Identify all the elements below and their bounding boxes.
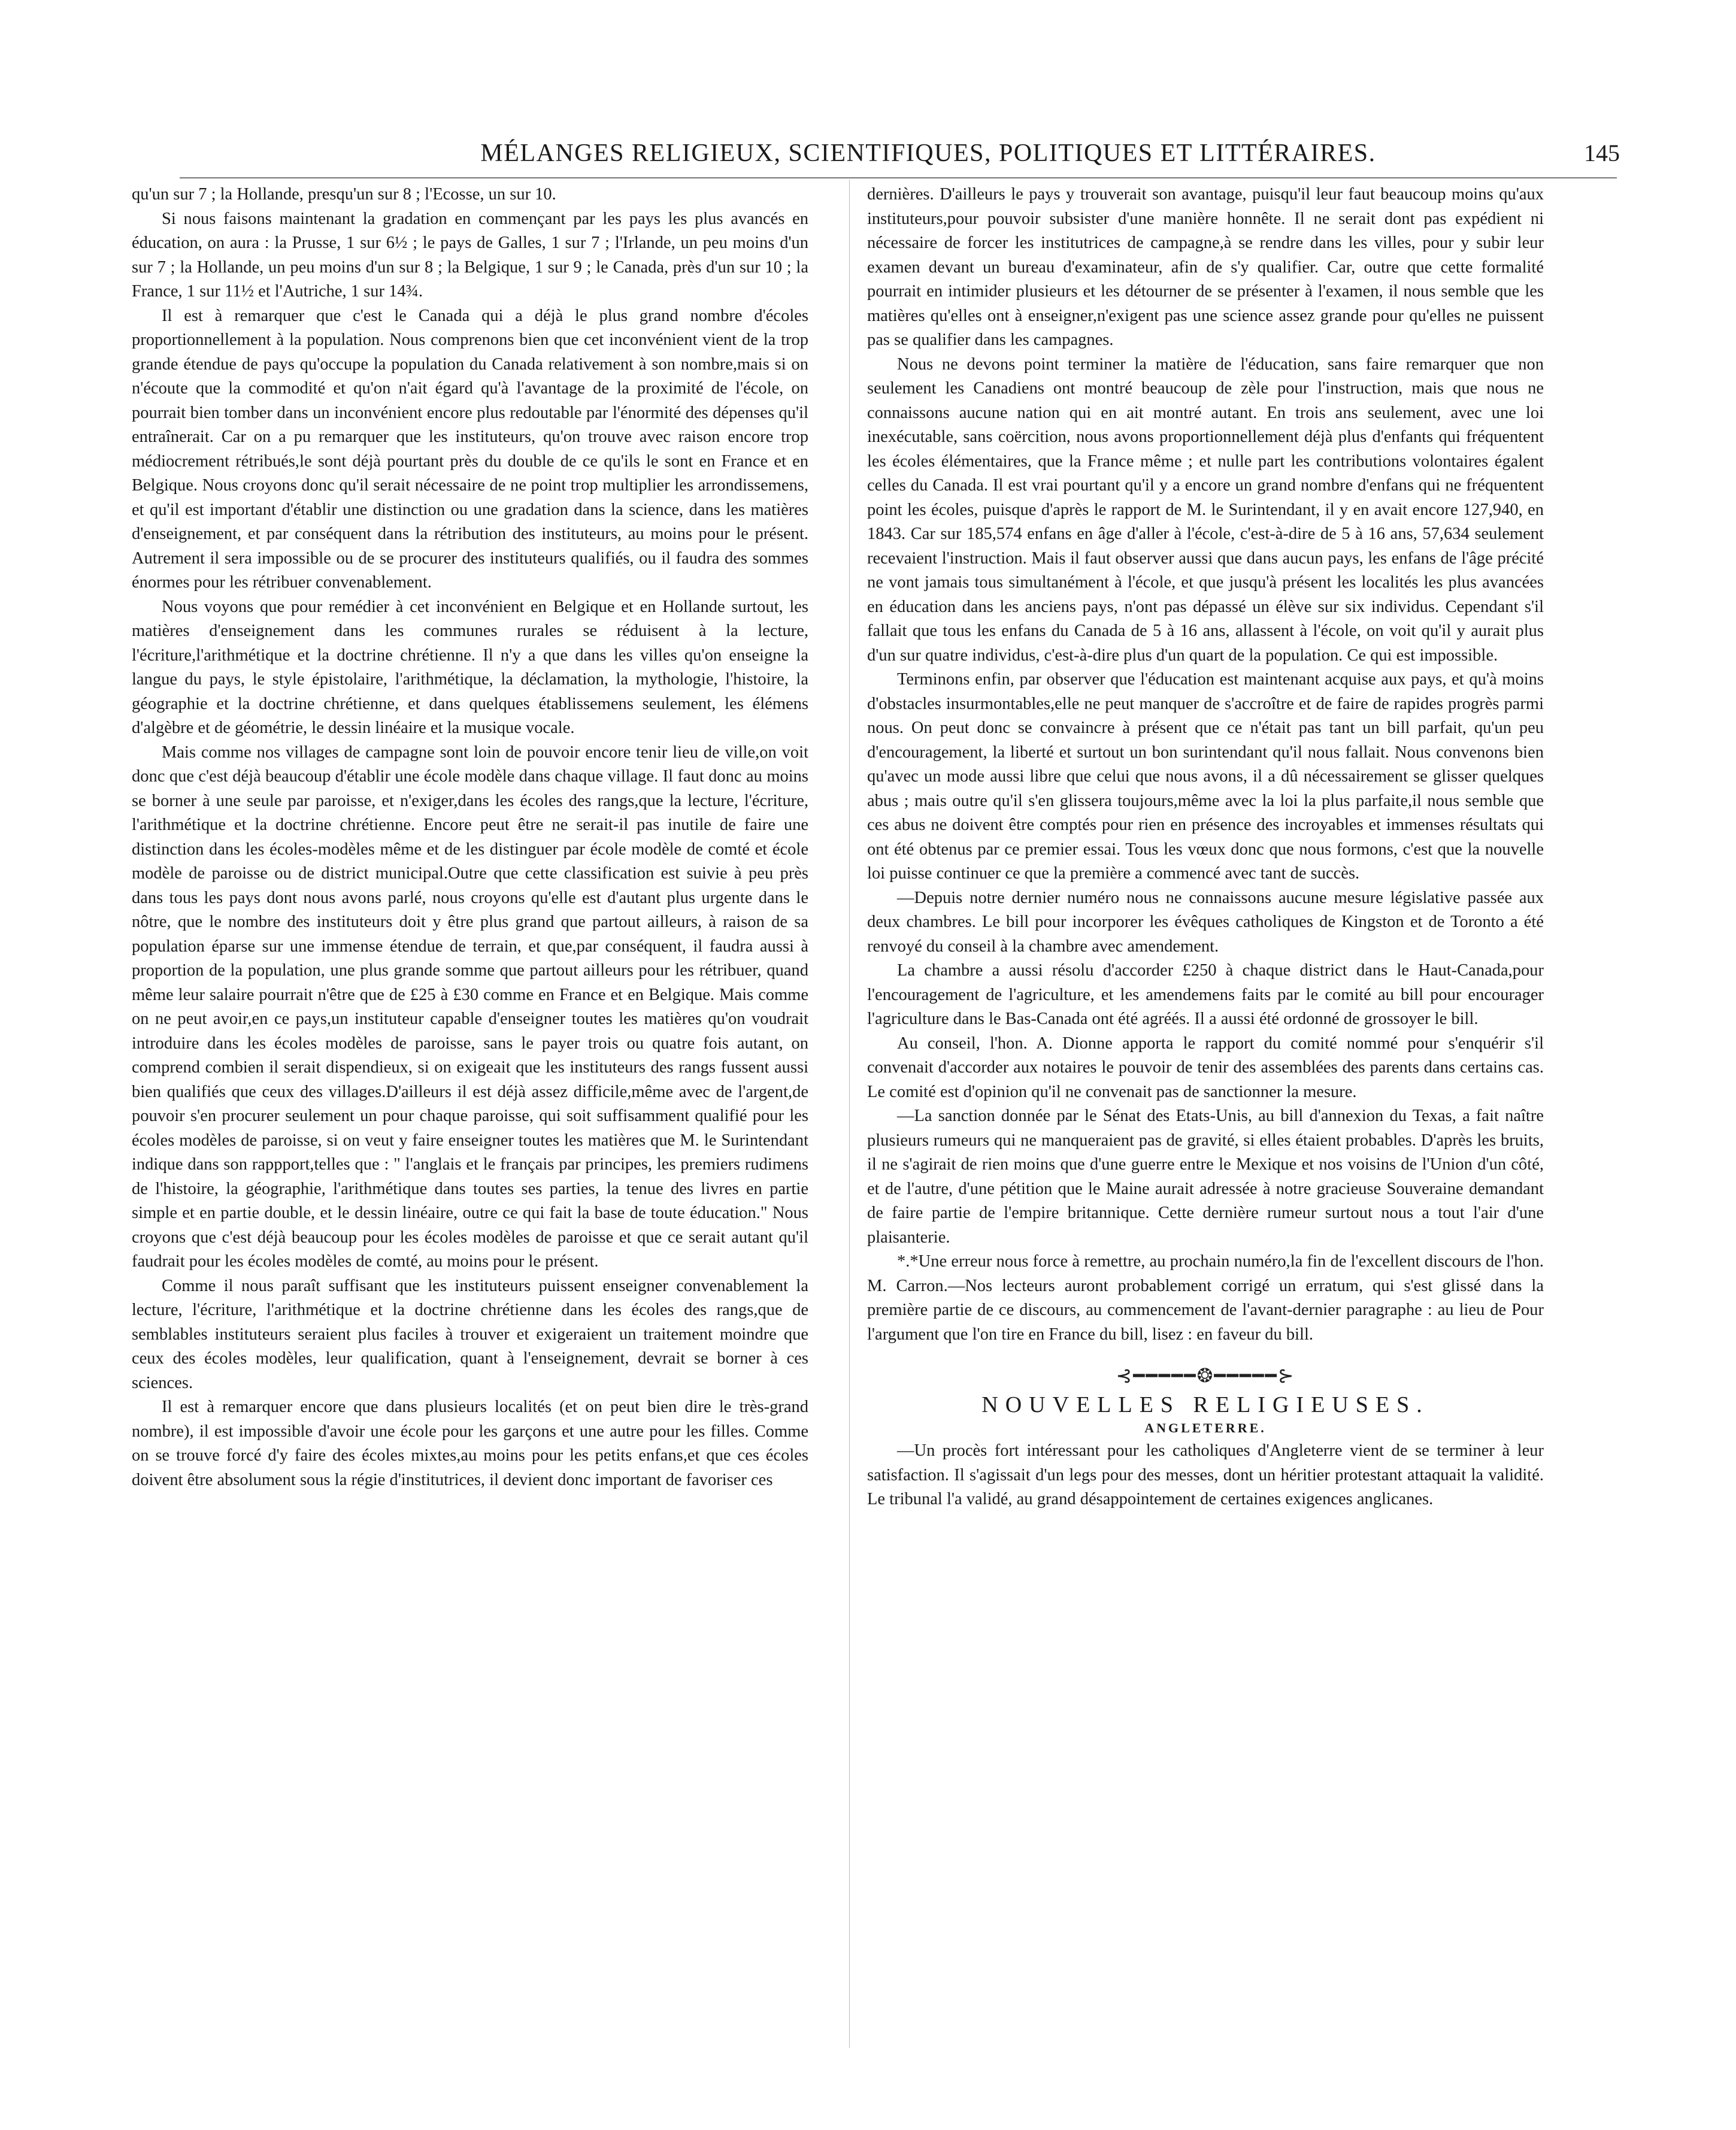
right-column: [867, 183, 1544, 2063]
column-divider: [849, 180, 850, 2048]
left-column: [132, 183, 808, 2063]
paragraph: Nous voyons que pour remédier à cet inconvénient en Belgique et en Hollande surtout, les matières d'enseignement dans les communes rurales se réduisent à la lecture, l'écriture,l'arithmétique et la doctrine chrétienne. Il n'y a que dans les villes qu'on enseigne la langue du pays, le style épistolaire, l'arithmétique, la déclamation, la mythologie, l'histoire, la géographie et la doctrine chrétienne, et dans quelques établissemens seulement, les élémens d'algèbre et de géométrie, le dessin linéaire et la musique vocale.: [132, 597, 808, 737]
paragraph: —Un procès fort intéressant pour les catholiques d'Angleterre vient de se terminer à leur satisfaction. Il s'agissait d'un legs pour des messes, dont un héritier protestant attaquait la validité. Le tribunal l'a validé, au grand désappointement de certaines exigences anglicanes.: [867, 1441, 1544, 1508]
paragraph: Comme il nous paraît suffisant que les instituteurs puissent enseigner convenablement la lecture, l'écriture, l'arithmétique et la doctrine chrétienne dans les écoles des rangs,que de semblables instituteurs seraient plus faciles à trouver et exigeraient un traitement moindre que ceux des écoles modèles, leur qualification, quant à l'enseignement, devrait se borner à ces sciences.: [132, 1276, 808, 1392]
paragraph: Nous ne devons point terminer la matière de l'éducation, sans faire remarquer que non seulement les Canadiens ont montré beaucoup de zèle pour l'instruction, mais que nous ne connaissons aucune nation qui en ait montré autant. En trois ans seulement, avec une loi inexécutable, sans coërcition, nous avons proportionnellement déjà plus d'enfants qui fréquentent les écoles élémentaires, que la France même ; et nulle part les contributions volontaires égalent celles du Canada. Il est vrai pourtant qu'il y a encore un grand nombre d'enfans qui ne fréquentent point les écoles, puisque d'après le rapport de M. le Surintendant, il y en avait encore 127,940, en 1843. Car sur 185,574 enfans en âge d'aller à l'école, c'est-à-dire de 5 à 16 ans, 57,634 seulement recevaient l'instruction. Mais il faut observer aussi que dans aucun pays, les enfans de l'âge précité ne vont jamais tous simultanément à l'école, et que jusqu'à présent les localités les plus avancées en éducation dans les anciens pays, n'ont pas dépassé un élève sur six individus. Cependant s'il fallait que tous les enfans du Canada de 5 à 16 ans, allassent à l'école, on voit qu'il y aurait plus d'un sur quatre individus, c'est-à-dire plus d'un quart de la population. Ce qui est impossible.: [867, 355, 1544, 665]
running-title: MÉLANGES RELIGIEUX, SCIENTIFIQUES, POLITIQUES ET LITTÉRAIRES.: [480, 140, 1376, 167]
section-heading: NOUVELLES RELIGIEUSES.: [981, 1392, 1429, 1417]
paragraph: La chambre a aussi résolu d'accorder £250 à chaque district dans le Haut-Canada,pour l'encouragement de l'agriculture, et les amendemens faits par le comité au bill pour encourager l'agriculture dans le Bas-Canada ont été agréés. Il a aussi été ordonné de grossoyer le bill.: [867, 961, 1544, 1028]
section-subheading: ANGLETERRE.: [1144, 1420, 1267, 1435]
paragraph: dernières. D'ailleurs le pays y trouverait son avantage, puisqu'il leur faut beaucoup moins qu'aux instituteurs,pour pouvoir subsister d'une manière honnête. Il ne serait dont pas expédient ni nécessaire de forcer les institutrices de campagne,à se rendre dans les villes, pour y subir leur examen devant un bureau d'examinateur, afin de s'y qualifier. Car, outre que cette formalité pourrait en intimider plusieurs et les détourner de se présenter à l'examen, il nous semble que les matières qu'elles ont à enseigner,n'exigent pas une science assez grande pour qu'elles ne puissent pas se qualifier dans les campagnes.: [867, 185, 1544, 349]
header-rule: [180, 177, 1617, 178]
paragraph: —Depuis notre dernier numéro nous ne connaissons aucune mesure législative passée aux deux chambres. Le bill pour incorporer les évêques catholiques de Kingston et de Toronto a été renvoyé du conseil à la chambre avec amendement.: [867, 888, 1544, 956]
paragraph: *.*Une erreur nous force à remettre, au prochain numéro,la fin de l'excellent discours de l'hon. M. Carron.—Nos lecteurs auront probablement corrigé un erratum, qui s'est glissé dans la première partie de ce discours, au commencement de l'avant-dernier paragraphe : au lieu de Pour l'argument que l'on tire en France du bill, lisez : en faveur du bill.: [867, 1252, 1544, 1344]
paragraph: Il est à remarquer encore que dans plusieurs localités (et on peut bien dire le très-grand nombre), il est impossible d'avoir une école pour les garçons et une autre pour les filles. Comme on se trouve forcé d'y faire des écoles mixtes,au moins pour les petits enfans,et que ces écoles doivent être absolument sous la régie d'institutrices, il devient donc important de favoriser ces: [132, 1398, 808, 1489]
paragraph: Il est à remarquer que c'est le Canada qui a déjà le plus grand nombre d'écoles proportionnellement à la population. Nous comprenons bien que cet inconvénient vient de la trop grande étendue de pays qu'occupe la population du Canada relativement à son nombre,mais si on n'écoute que la commodité et qu'on n'ait égard qu'à l'avantage de la proximité de l'école, on pourrait bien tomber dans un inconvénient encore plus redoutable par l'énormité des dépenses qu'il entraînerait. Car on a pu remarquer que les instituteurs, qu'on trouve avec raison encore trop médiocrement rétribués,le sont déjà pourtant près du double de ce qu'ils le sont en France et en Belgique. Nous croyons donc qu'il serait nécessaire de ne point trop multiplier les arrondissemens, et qu'il est important d'établir une distinction ou une gradation dans la science, dans les matières d'enseignement, et par conséquent dans la rétribution des instituteurs, au moins pour le présent. Autrement il sera impossible ou de se procurer des instituteurs qualifiés, ou il faudra des sommes énormes pour les rétribuer convenablement.: [132, 306, 808, 592]
paragraph: Mais comme nos villages de campagne sont loin de pouvoir encore tenir lieu de ville,on voit donc que c'est déjà beaucoup d'établir une école modèle dans chaque village. Il faut donc au moins se borner à une seule par paroisse, et n'exiger,dans les écoles des rangs,que la lecture, l'écriture, l'arithmétique et la doctrine chrétienne. Encore peut être ne serait-il pas inutile de faire une distinction dans les écoles-modèles même et de les distinguer par école modèle de comté et école modèle de paroisse ou de district municipal.Outre que cette classification est suivie à peu près dans tous les pays dont nous avons parlé, nous croyons qu'elle est d'autant plus urgente dans le nôtre, que le nombre des instituteurs doit y être plus grand que partout ailleurs, à raison de sa population éparse sur une immense étendue de terrain, et que,par conséquent, il faudra aussi à proportion de la population, une plus grande somme que partout ailleurs pour les rétribuer, quand même leur salaire pourrait n'être que de £25 à £30 comme en France et en Belgique. Mais comme on ne peut avoir,en ce pays,un instituteur capable d'enseigner toutes les matières qu'on voudrait introduire dans les écoles modèles de paroisse, sans le payer trois ou quatre fois autant, on comprend combien il serait dispendieux, si on exigeait que les instituteurs des rangs fussent aussi bien qualifiés que ceux des villages.D'ailleurs il est déjà assez difficile,même avec de l'argent,de pouvoir s'en procurer seulement un pour chaque paroisse, qui soit suffisamment qualifié pour les écoles modèles de paroisse, si on veut y faire enseigner toutes les matières que M. le Surintendant indique dans son rappport,telles que : " l'anglais et le français par principes, les premiers rudimens de l'histoire, la géographie, l'arithmétique dans toutes ses parties, la tenue des livres en partie simple et en partie double, et le dessin linéaire, outre ce qui fait la base de toute éducation." Nous croyons que c'est déjà beaucoup pour les écoles modèles de paroisse et que ce serait autant qu'il faudrait pour les écoles modèles de comté, au moins pour le présent.: [132, 743, 808, 1271]
paragraph: qu'un sur 7 ; la Hollande, presqu'un sur 8 ; l'Ecosse, un sur 10.: [132, 185, 556, 204]
page-number: 145: [1584, 140, 1620, 166]
paragraph: Terminons enfin, par observer que l'éducation est maintenant acquise aux pays, et qu'à moins d'obstacles insurmontables,elle ne peut manquer de s'accroître et de faire de rapides progrès parmi nous. On peut donc se convaincre à présent que ce n'était pas tant un bill parfait, qu'un peu d'encouragement, la liberté et surtout un bon surintendant qu'il nous fallait. Nous convenons bien qu'avec un mode aussi libre que celui que nous avons, il a dû nécessairement se glisser quelques abus ; mais outre qu'il s'en glissera toujours,même avec la loi la plus parfaite,il nous semble que ces abus ne doivent être comptés pour rien en présence des incroyables et immenses résultats qui ont été obtenus par ce premier essai. Tous les vœux donc que nous formons, c'est que la nouvelle loi puisse continuer ce que la première a commencé avec tant de succès.: [867, 670, 1544, 883]
paragraph: —La sanction donnée par le Sénat des Etats-Unis, au bill d'annexion du Texas, a fait naître plusieurs rumeurs qui ne manqueraient pas de gravité, si elles étaient probables. D'après les bruits, il ne s'agirait de rien moins que d'une guerre entre le Mexique et nos voisins de l'Union d'un côté, et de l'autre, d'une pétition que le Maine aurait adressée à notre gracieuse Souveraine demandant de faire partie de l'empire britannique. Cette dernière rumeur surtout nous a tout l'air d'une plaisanterie.: [867, 1107, 1544, 1247]
paragraph: Si nous faisons maintenant la gradation en commençant par les pays les plus avancés en éducation, on aura : la Prusse, 1 sur 6½ ; le pays de Galles, 1 sur 7 ; l'Irlande, un peu moins d'un sur 7 ; la Hollande, un peu moins d'un sur 8 ; la Belgique, 1 sur 9 ; le Canada, près d'un sur 10 ; la France, 1 sur 11½ et l'Autriche, 1 sur 14¾.: [132, 209, 808, 301]
section-ornament: ⊰━━━━━❂━━━━━⊱: [1116, 1365, 1295, 1386]
paragraph: Au conseil, l'hon. A. Dionne apporta le rapport du comité nommé pour s'enquérir s'il convenait d'accorder aux notaires le pouvoir de tenir des assemblées des parents dans certains cas. Le comité est d'opinion qu'il ne convenait pas de sanctionner la mesure.: [867, 1034, 1544, 1101]
